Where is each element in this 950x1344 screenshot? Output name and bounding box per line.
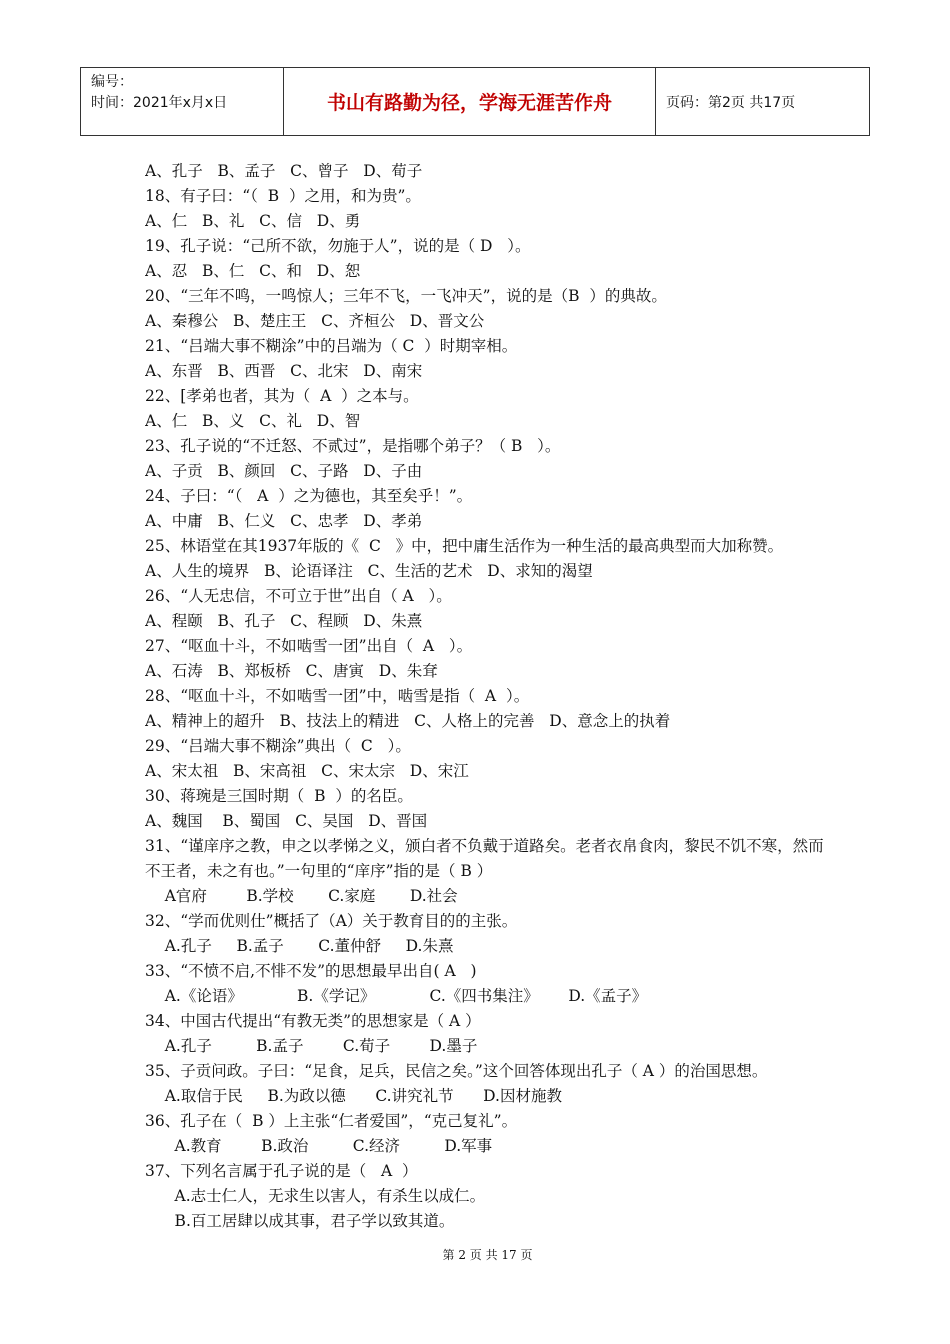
page-header <box>80 67 870 136</box>
page-footer: 第 2 页 共 17 页 <box>442 1248 533 1262</box>
text-line: 33、“不愤不启,不悱不发”的思想最早出自( A ) <box>145 962 477 980</box>
text-line: 32、“学而优则仕”概括了（A）关于教育目的的主张。 <box>145 912 518 930</box>
text-line: 28、“呕血十斗，不如啮雪一团”中，啮雪是指（ A ）。 <box>145 687 530 705</box>
text-line: A、仁 B、礼 C、信 D、勇 <box>145 212 361 230</box>
text-line: 21、“吕端大事不糊涂”中的吕端为（ C ）时期宰相。 <box>145 337 518 355</box>
header-motto: 书山有路勤为径，学海无涯苦作舟 <box>283 68 655 135</box>
text-line: A、忍 B、仁 C、和 D、恕 <box>145 262 361 280</box>
document-number-label: 编号： <box>91 74 133 90</box>
text-line: 18、有子曰：“（ B ）之用，和为贵”。 <box>145 187 421 205</box>
text-line: A、仁 B、义 C、礼 D、智 <box>145 412 361 430</box>
text-line: A、程颐 B、孔子 C、程顾 D、朱熹 <box>145 612 423 630</box>
text-line: 23、孔子说的“不迁怒、不贰过”，是指哪个弟子？（ B ）。 <box>145 437 561 455</box>
text-line: A.孔子 B.孟子 C.荀子 D.墨子 <box>145 1037 478 1055</box>
text-line: A.孔子 B.孟子 C.董仲舒 D.朱熹 <box>145 937 454 955</box>
text-line: 19、孔子说：“己所不欲，勿施于人”，说的是（ D ）。 <box>145 237 531 255</box>
text-line: A、子贡 B、颜回 C、子路 D、子由 <box>145 462 423 480</box>
text-line: A、宋太祖 B、宋高祖 C、宋太宗 D、宋江 <box>145 762 469 780</box>
text-line: 22、[孝弟也者，其为（ A ）之本与。 <box>145 387 419 405</box>
question-list <box>145 159 950 1234</box>
text-line: 26、“人无忠信，不可立于世”出自（ A ）。 <box>145 587 452 605</box>
text-line: A.教育 B.政治 C.经济 D.军事 <box>145 1137 493 1155</box>
document-date-label: 时间：2021年x月x日 <box>91 95 228 111</box>
text-line: A.志士仁人，无求生以害人，有杀生以成仁。 <box>145 1187 486 1205</box>
text-line: A、人生的境界 B、论语译注 C、生活的艺术 D、求知的渴望 <box>145 562 593 580</box>
text-line: A、东晋 B、西晋 C、北宋 D、南宋 <box>145 362 423 380</box>
text-line: 30、蒋琬是三国时期（ B ）的名臣。 <box>145 787 413 805</box>
text-line: 25、林语堂在其1937年版的《 C 》中，把中庸生活作为一种生活的最高典型而大加称赞。 <box>145 537 784 555</box>
text-line: A.取信于民 B.为政以德 C.讲究礼节 D.因材施教 <box>145 1087 562 1105</box>
text-line: A、精神上的超升 B、技法上的精进 C、人格上的完善 D、意念上的执着 <box>145 712 671 730</box>
text-line: A、孔子 B、孟子 C、曾子 D、荀子 <box>145 162 423 180</box>
text-line: 29、“吕端大事不糊涂”典出（ C ）。 <box>145 737 411 755</box>
text-line: A、魏国 B、蜀国 C、吴国 D、晋国 <box>145 812 428 830</box>
header-info-cell <box>80 68 283 135</box>
text-line: 35、子贡问政。子曰：“足食，足兵，民信之矣。”这个回答体现出孔子（ A ）的治国思想。 <box>145 1062 768 1080</box>
text-line: A、中庸 B、仁义 C、忠孝 D、孝弟 <box>145 512 423 530</box>
text-line: A.《论语》 B.《学记》 C.《四书集注》 D.《孟子》 <box>145 987 648 1005</box>
text-line: 24、子曰：“（ A ）之为德也，其至矣乎！”。 <box>145 487 473 505</box>
text-line: 36、孔子在（ B ）上主张“仁者爱国”，“克己复礼”。 <box>145 1112 518 1130</box>
text-line: A官府 B.学校 C.家庭 D.社会 <box>145 887 458 905</box>
text-line: A、石涛 B、郑板桥 C、唐寅 D、朱耷 <box>145 662 438 680</box>
text-line: A、秦穆公 B、楚庄王 C、齐桓公 D、晋文公 <box>145 312 485 330</box>
header-page-info: 页码：第2页 共17页 <box>655 68 870 135</box>
text-line: 34、中国古代提出“有教无类”的思想家是（ A ） <box>145 1012 481 1030</box>
text-line: 31、“谨庠序之教，申之以孝悌之义，颁白者不负戴于道路矣。老者衣帛食肉，黎民不饥不寒，然而 <box>145 837 824 855</box>
text-line: 27、“呕血十斗，不如啮雪一团”出自（ A ）。 <box>145 637 473 655</box>
text-line: 20、“三年不鸣，一鸣惊人；三年不飞，一飞冲天”，说的是（B ）的典故。 <box>145 287 667 305</box>
text-line: 不王者，未之有也。”一句里的“庠序”指的是（ B ） <box>145 862 493 880</box>
text-line: 37、下列名言属于孔子说的是（ A ） <box>145 1162 418 1180</box>
text-line: B.百工居肆以成其事，君子学以致其道。 <box>145 1212 455 1230</box>
